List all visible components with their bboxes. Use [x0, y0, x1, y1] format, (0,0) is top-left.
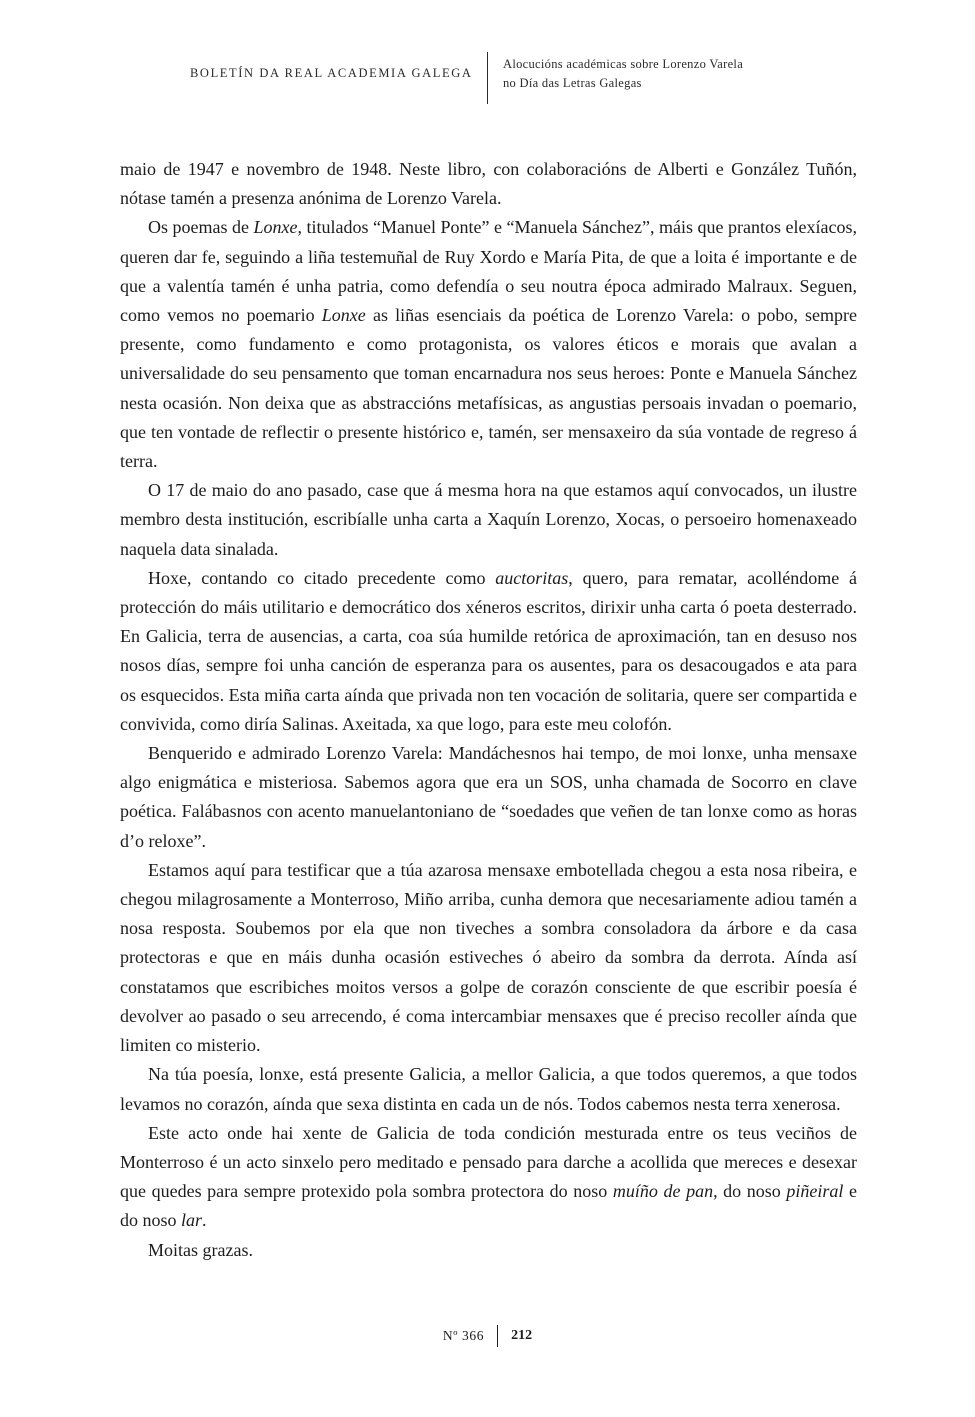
- paragraph: [120, 213, 857, 476]
- text-run: Moitas grazas.: [148, 1239, 253, 1260]
- text-run: as liñas esenciais da poética de Lorenzo Varela: o pobo, sempre presente, como fundamento e como protagonista, os valores éticos e morais que avalan a universalidade do seu pensamento que toman encarnadura nos seus heroes: Ponte e Manuela Sánchez nesta ocasión. Non deixa que as abstraccións metafísicas, as angustias persoais invadan o poemario, que ten vontade de reflectir o presente histórico e, tamén, ser mensaxeiro da súa vontade de regreso á terra.: [120, 305, 858, 472]
- text-run: Na túa poesía, lonxe, está presente Galicia, a mellor Galicia, a que todos queremos, a que todos levamos no corazón, aínda que sexa distinta en cada un de nós. Todos cabemos nesta terra xenerosa.: [120, 1064, 857, 1114]
- text-run: Benquerido e admirado Lorenzo Varela: Mandáchesnos hai tempo, de moi lonxe, unha mensaxe algo enigmática e misteriosa. Sabemos agora que era un SOS, unha chamada de Socorro en clave poética. Falábasnos con acento manuelantoniano de “soedades que veñen de tan lonxe como as horas d’o reloxe”.: [120, 743, 857, 851]
- text-run: Os poemas de: [148, 217, 254, 238]
- paragraph: [120, 1236, 857, 1265]
- paragraph: [120, 155, 857, 213]
- issue-number: Nº 366: [442, 1328, 485, 1343]
- paragraph: [120, 476, 857, 564]
- italic-text-run: Lonxe: [321, 305, 366, 326]
- journal-title: BOLETÍN DA REAL ACADEMIA GALEGA: [190, 66, 473, 80]
- text-run: maio de 1947 e novembro de 1948. Neste libro, con colaboracións de Alberti e González Tuñón, nótase tamén a presenza anónima de Lorenzo Varela.: [120, 159, 857, 209]
- page-number: 212: [511, 1328, 533, 1343]
- text-run: , quero, para rematar, acolléndome á protección do máis utilitario e democrático dos xéneros escritos, dirixir unha carta ó poeta desterrado. En Galicia, terra de ausencias, a carta, coa súa humilde retórica de aproximación, tan en desuso nos nosos días, sempre foi unha canción de esperanza para os ausentes, para os desacougados e ata para os esquecidos. Esta miña carta aínda que privada non ten vocación de solitaria, quere ser compartida e convivida, como diría Salinas. Axeitada, xa que logo, para este meu colofón.: [120, 567, 857, 734]
- text-run: O 17 de maio do ano pasado, case que á mesma hora na que estamos aquí convocados, un ilustre membro desta institución, escribíalle unha carta a Xaquín Lorenzo, Xocas, o persoeiro homenaxeado naquela data sinalada.: [120, 480, 857, 559]
- italic-text-run: piñeiral: [786, 1181, 844, 1202]
- text-run: , do noso: [713, 1181, 787, 1202]
- article-title-line2: no Día das Letras Galegas: [503, 76, 642, 90]
- paragraph: [120, 1060, 857, 1118]
- paragraph: [120, 1119, 857, 1236]
- body-text: [120, 155, 857, 1265]
- paragraph: [120, 856, 857, 1060]
- paragraph: [120, 564, 857, 739]
- text-run: e do noso: [120, 1181, 857, 1231]
- text-run: Hoxe, contando co citado precedente como: [148, 567, 496, 588]
- page-footer: [0, 1323, 975, 1349]
- text-run: Este acto onde hai xente de Galicia de toda condición mesturada entre os teus veciños de Monterroso é un acto sinxelo pero meditado e pensado para darche a acollida que mereces e desexar que quedes para sempre protexido pola sombra protectora do noso: [120, 1122, 857, 1202]
- page-header: [190, 52, 743, 104]
- text-run: .: [202, 1210, 207, 1231]
- text-run: , titulados “Manuel Ponte” e “Manuela Sánchez”, máis que prantos elexíacos, queren dar fe, seguindo a liña testemuñal de Ruy Xordo e María Pita, de que a loita é importante e de que a valentía tamén é unha patria, como defendía o seu noutra época admirado Malraux. Seguen, como vemos no poemario: [120, 217, 857, 326]
- article-title-line1: Alocucións académicas sobre Lorenzo Varela: [503, 57, 744, 71]
- text-run: Estamos aquí para testificar que a túa azarosa mensaxe embotellada chegou a esta nosa ribeira, e chegou milagrosamente a Monterroso, Miño arriba, cunha demora que necesariamente adiou tamén a nosa resposta. Soubemos por ela que non tiveches a sombra consoladora da árbore e da casa protectoras e que en máis dunha ocasión estiveches ó abeiro da sombra da derrota. Aínda así constatamos que escribiches moitos versos a golpe de corazón consciente de que escribir poesía é devolver ao pasado o seu arrecendo, é coma intercambiar mensaxes que é preciso recoller aínda que limiten co misterio.: [120, 859, 857, 1056]
- article-title: [488, 52, 743, 104]
- italic-text-run: muíño de pan: [612, 1181, 714, 1202]
- italic-text-run: lar: [181, 1210, 203, 1231]
- italic-text-run: auctoritas: [495, 567, 569, 588]
- italic-text-run: Lonxe: [253, 217, 298, 238]
- paragraph: [120, 739, 857, 856]
